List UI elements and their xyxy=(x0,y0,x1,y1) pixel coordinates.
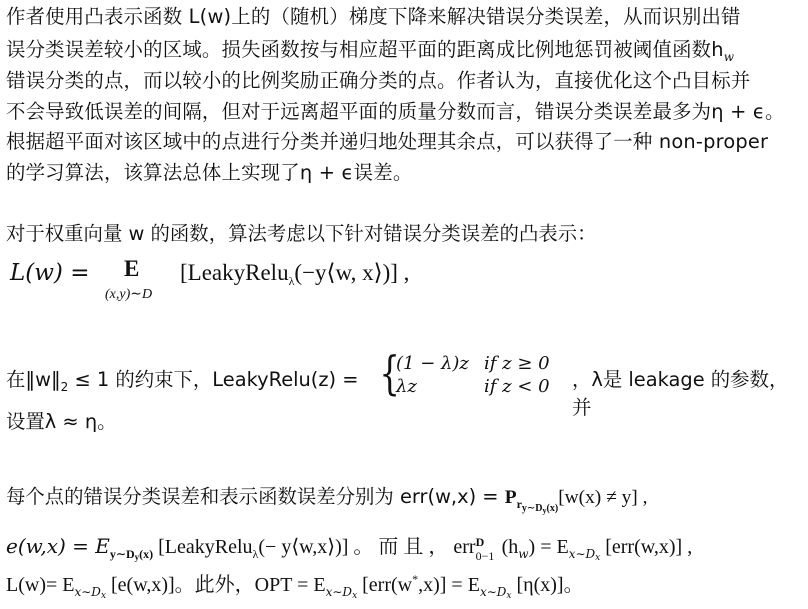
prob-sub-y-a: y∼D xyxy=(521,503,543,514)
prob-sub-y-b: y xyxy=(542,506,547,515)
equation-rhs xyxy=(180,260,409,289)
wstar-sup: * xyxy=(412,572,419,586)
piecewise-cond2: if z < 0 xyxy=(484,376,550,397)
set-lambda-line: 设置λ ≈ η。 xyxy=(6,410,117,433)
paragraph1-line3: 错误分类的点，而以较小的比例奖励正确分类的点。作者认为，直接优化这个凸目标并 xyxy=(6,69,751,92)
piecewise-brace: { xyxy=(379,346,400,400)
ex-sub1-b: x xyxy=(595,553,601,563)
ex-sub3-a: x∼D xyxy=(325,585,353,599)
prob-symbol: P xyxy=(504,487,517,508)
errors-line1-end: [w(x) ≠ y] , xyxy=(558,487,648,508)
err-sub: 0−1 xyxy=(475,549,495,563)
errors-line1 xyxy=(6,484,647,524)
equation-rhs-lambda: λ xyxy=(288,274,295,288)
paragraph1-line2-text: 误分类误差较小的区域。损失函数按与相应超平面的距离成比例地惩罚被阈值函数h xyxy=(6,38,724,61)
err-sup: D xyxy=(475,535,485,549)
paragraph1-line4: 不会导致低误差的间隔，但对于远离超平面的质量分数而言，错误分类误差最多为η + ϵ。 xyxy=(6,100,785,123)
constraint-pre-b: ≤ 1 的约束下，LeakyRelu(z) = xyxy=(68,368,359,391)
errors-line3-a: L(w)= E xyxy=(6,574,75,596)
e-sub-b: y xyxy=(134,552,140,562)
errors-line3-d: ,x)] = E xyxy=(418,574,480,596)
err-script xyxy=(475,535,502,563)
errors-line3-e: [η(x)]。 xyxy=(511,574,584,596)
errors-line2-f: [err(w,x)] , xyxy=(600,536,693,558)
paragraph2: 对于权重向量 w 的函数，算法考虑以下针对错误分类误差的凸表示： xyxy=(6,222,597,245)
errors-line2-e: ) = E xyxy=(528,536,569,558)
ex-sub4-a: x∼D xyxy=(479,585,507,599)
errors-line3-b: [e(w,x)]。此外，OPT = E xyxy=(106,574,326,596)
leaky-lambda: λ xyxy=(252,547,259,561)
hw-sub2: w xyxy=(518,547,529,561)
errors-line3-c: [err(w xyxy=(357,574,413,596)
ex-sub2-a: x∼D xyxy=(74,585,101,599)
errors-line2-d: (h xyxy=(501,536,519,558)
ex-sub3-b: x xyxy=(352,591,358,601)
norm-subscript: 2 xyxy=(60,380,69,394)
ex-sub1 xyxy=(569,547,601,561)
e-sub-a: y∼D xyxy=(109,547,135,561)
expectation-symbol: E xyxy=(124,256,140,281)
paragraph1-line2 xyxy=(6,37,734,70)
prob-subscript xyxy=(516,497,559,515)
ex-sub4-b: x xyxy=(506,591,512,601)
prob-sub-r: r xyxy=(516,497,522,511)
constraint-line xyxy=(6,346,806,419)
prob-sub-y xyxy=(522,503,558,514)
hw-subscript: w xyxy=(723,50,735,64)
e-sub-c: (x) xyxy=(139,547,154,561)
errors-line1-text: 每个点的错误分类误差和表示函数误差分别为 err(w,x) = xyxy=(6,485,505,508)
constraint-post: ，λ是 leakage 的参数，并 xyxy=(572,368,789,419)
paragraph1-line1: 作者使用凸表示函数 L(w)上的（随机）梯度下降来解决错误分类误差，从而识别出错 xyxy=(6,5,741,28)
constraint-pre-a: 在‖w‖ xyxy=(6,368,61,391)
equation-rhs-a: [LeakyRelu xyxy=(180,260,289,285)
ex-sub1-a: x∼D xyxy=(568,547,596,561)
ex-sub2-b: x xyxy=(100,591,107,601)
errors-line2-c: (− y⟨w,x⟩)] 。 而 且 ， err xyxy=(258,536,476,558)
ex-sub3 xyxy=(326,585,358,599)
piecewise-case1: (1 − λ)z xyxy=(396,353,469,374)
equation-main xyxy=(8,256,808,306)
equation-rhs-b: (−y⟨w, x⟩)] , xyxy=(294,260,410,285)
equation-lhs: L(w) = xyxy=(10,260,90,286)
piecewise-case2: λz xyxy=(396,376,417,397)
ex-sub4 xyxy=(480,585,512,599)
prob-sub-y-c: (x) xyxy=(546,503,559,514)
constraint-pre xyxy=(6,364,359,394)
ex-sub2 xyxy=(74,585,106,599)
expectation-subscript: (x,y)∼D xyxy=(105,287,153,302)
paragraph1-line6: 的学习算法，该算法总体上实现了η + ϵ误差。 xyxy=(6,161,413,184)
e-wx: e(w,x) = E xyxy=(6,534,110,558)
errors-line3 xyxy=(6,566,584,609)
e-sub xyxy=(110,547,153,561)
paragraph1-line5: 根据超平面对该区域中的点进行分类并递归地处理其余点，可以获得了一种 non-proper xyxy=(6,130,769,153)
errors-line2-b: [LeakyRelu xyxy=(153,536,253,558)
piecewise-cond1: if z ≥ 0 xyxy=(484,353,550,374)
